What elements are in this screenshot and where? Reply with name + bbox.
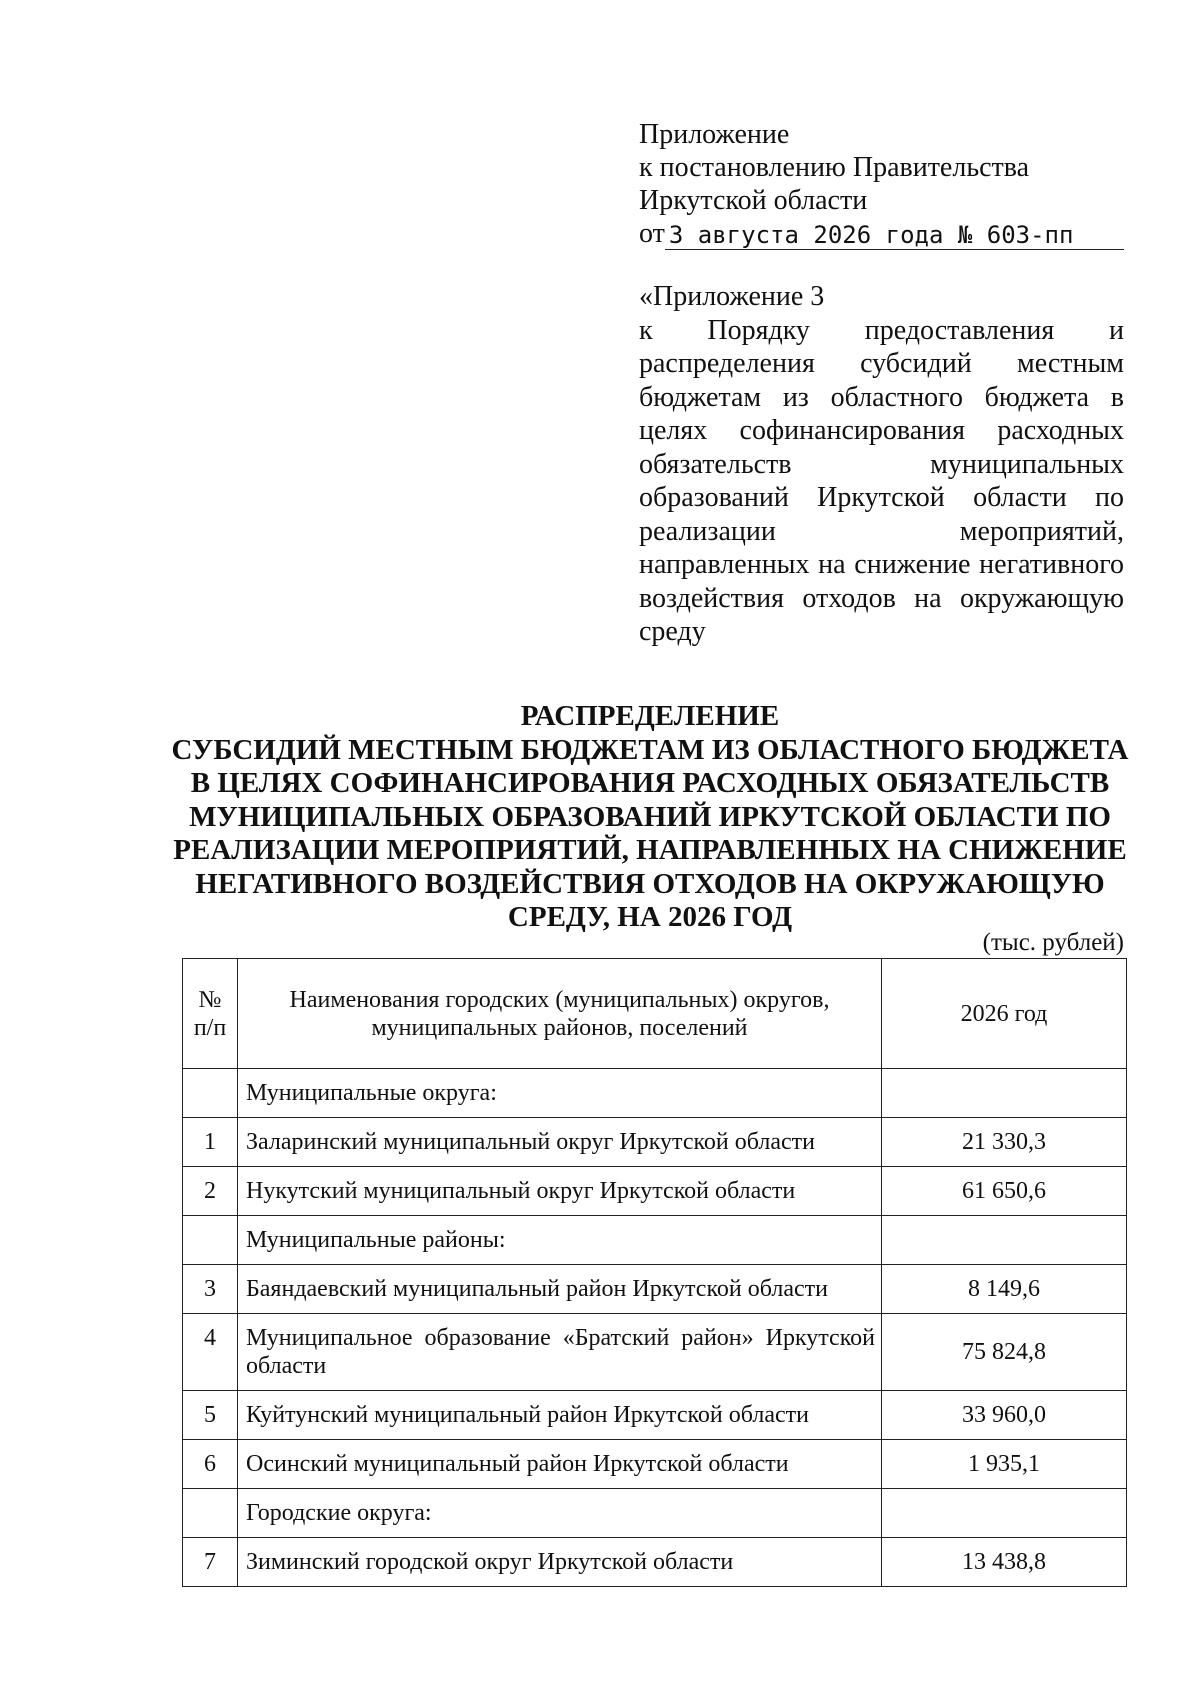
row-value: 33 960,0 (882, 1391, 1127, 1440)
table-row (183, 1314, 1127, 1391)
header-name-line-2: муниципальных районов, поселений (371, 1014, 748, 1041)
table-row (183, 1167, 1127, 1216)
table-row (183, 1216, 1127, 1265)
row-value (882, 1489, 1127, 1538)
document-heading (150, 700, 1150, 935)
appendix3-body: к Порядку предоставления и распределения субсидий местным бюджетам из областного бюджета в целях софинансирования расходных обязательств муниципальных образований Иркутской области по реализации мероприятий, направленных на снижение негативного воздействия отходов на окружающую среду (639, 314, 1124, 647)
row-name: Куйтунский муниципальный район Иркутской области (238, 1391, 882, 1440)
row-number (183, 1489, 238, 1538)
table-row (183, 1538, 1127, 1587)
header-number-line-2: п/п (193, 1014, 227, 1041)
heading-line-1: РАСПРЕДЕЛЕНИЕ (520, 700, 780, 732)
appendix-title: Приложение (639, 119, 790, 150)
row-name: Зиминский городской округ Иркутской области (238, 1538, 882, 1587)
heading-line-6: НЕГАТИВНОГО ВОЗДЕЙСТВИЯ ОТХОДОВ НА ОКРУЖАЮЩУЮ (195, 867, 1105, 900)
heading-line-2: СУБСИДИЙ МЕСТНЫМ БЮДЖЕТАМ ИЗ ОБЛАСТНОГО БЮДЖЕТА (171, 733, 1129, 766)
row-number: 2 (183, 1167, 238, 1216)
table-header-row (183, 959, 1127, 1069)
row-value: 61 650,6 (882, 1167, 1127, 1216)
table-row (183, 1391, 1127, 1440)
row-number: 7 (183, 1538, 238, 1587)
table-row (183, 1118, 1127, 1167)
row-value (882, 1069, 1127, 1118)
row-number: 4 (183, 1314, 238, 1391)
date-prefix: от (639, 218, 665, 249)
appendix-resolution-line: к постановлению Правительства (639, 152, 1030, 183)
header-name-line-1: Наименования городских (муниципальных) округов, (289, 986, 830, 1013)
table-row (183, 1069, 1127, 1118)
header-year: 2026 год (882, 959, 1127, 1069)
row-value: 13 438,8 (882, 1538, 1127, 1587)
row-number: 1 (183, 1118, 238, 1167)
heading-line-3: В ЦЕЛЯХ СОФИНАНСИРОВАНИЯ РАСХОДНЫХ ОБЯЗАТЕЛЬСТВ (190, 767, 1110, 799)
row-value (882, 1216, 1127, 1265)
row-name: Нукутский муниципальный округ Иркутской области (238, 1167, 882, 1216)
row-number: 3 (183, 1265, 238, 1314)
row-name: Муниципальное образование «Братский район» Иркутской области (238, 1314, 882, 1391)
resolution-date-number: 3 августа 2026 года № 603-пп (665, 221, 1124, 250)
row-name: Городские округа: (238, 1489, 882, 1538)
row-number: 6 (183, 1440, 238, 1489)
row-name: Муниципальные районы: (238, 1216, 882, 1265)
row-name: Баяндаевский муниципальный район Иркутской области (238, 1265, 882, 1314)
row-name: Муниципальные округа: (238, 1069, 882, 1118)
row-value: 75 824,8 (882, 1314, 1127, 1391)
appendix3-title: «Приложение 3 (639, 281, 825, 312)
row-value: 8 149,6 (882, 1265, 1127, 1314)
appendix-region-line: Иркутской области (639, 185, 868, 216)
row-value: 1 935,1 (882, 1440, 1127, 1489)
heading-line-7: СРЕДУ, НА 2026 ГОД (507, 901, 793, 933)
row-number: 5 (183, 1391, 238, 1440)
heading-line-4: МУНИЦИПАЛЬНЫХ ОБРАЗОВАНИЙ ИРКУТСКОЙ ОБЛАСТИ ПО (189, 800, 1111, 833)
row-name: Заларинский муниципальный округ Иркутской области (238, 1118, 882, 1167)
appendix-block (639, 118, 1124, 250)
appendix3-block (639, 280, 1124, 649)
row-value: 21 330,3 (882, 1118, 1127, 1167)
table-row (183, 1440, 1127, 1489)
distribution-table (182, 958, 1127, 1587)
row-name: Осинский муниципальный район Иркутской области (238, 1440, 882, 1489)
appendix-date-line (639, 217, 1124, 250)
units-label: (тыс. рублей) (982, 929, 1124, 956)
row-number (183, 1069, 238, 1118)
table-row (183, 1265, 1127, 1314)
heading-line-5: РЕАЛИЗАЦИИ МЕРОПРИЯТИЙ, НАПРАВЛЕННЫХ НА СНИЖЕНИЕ (173, 834, 1127, 866)
header-number (183, 959, 238, 1069)
row-number (183, 1216, 238, 1265)
table-row (183, 1489, 1127, 1538)
header-number-line-1: № (198, 986, 222, 1013)
header-name (238, 959, 882, 1069)
